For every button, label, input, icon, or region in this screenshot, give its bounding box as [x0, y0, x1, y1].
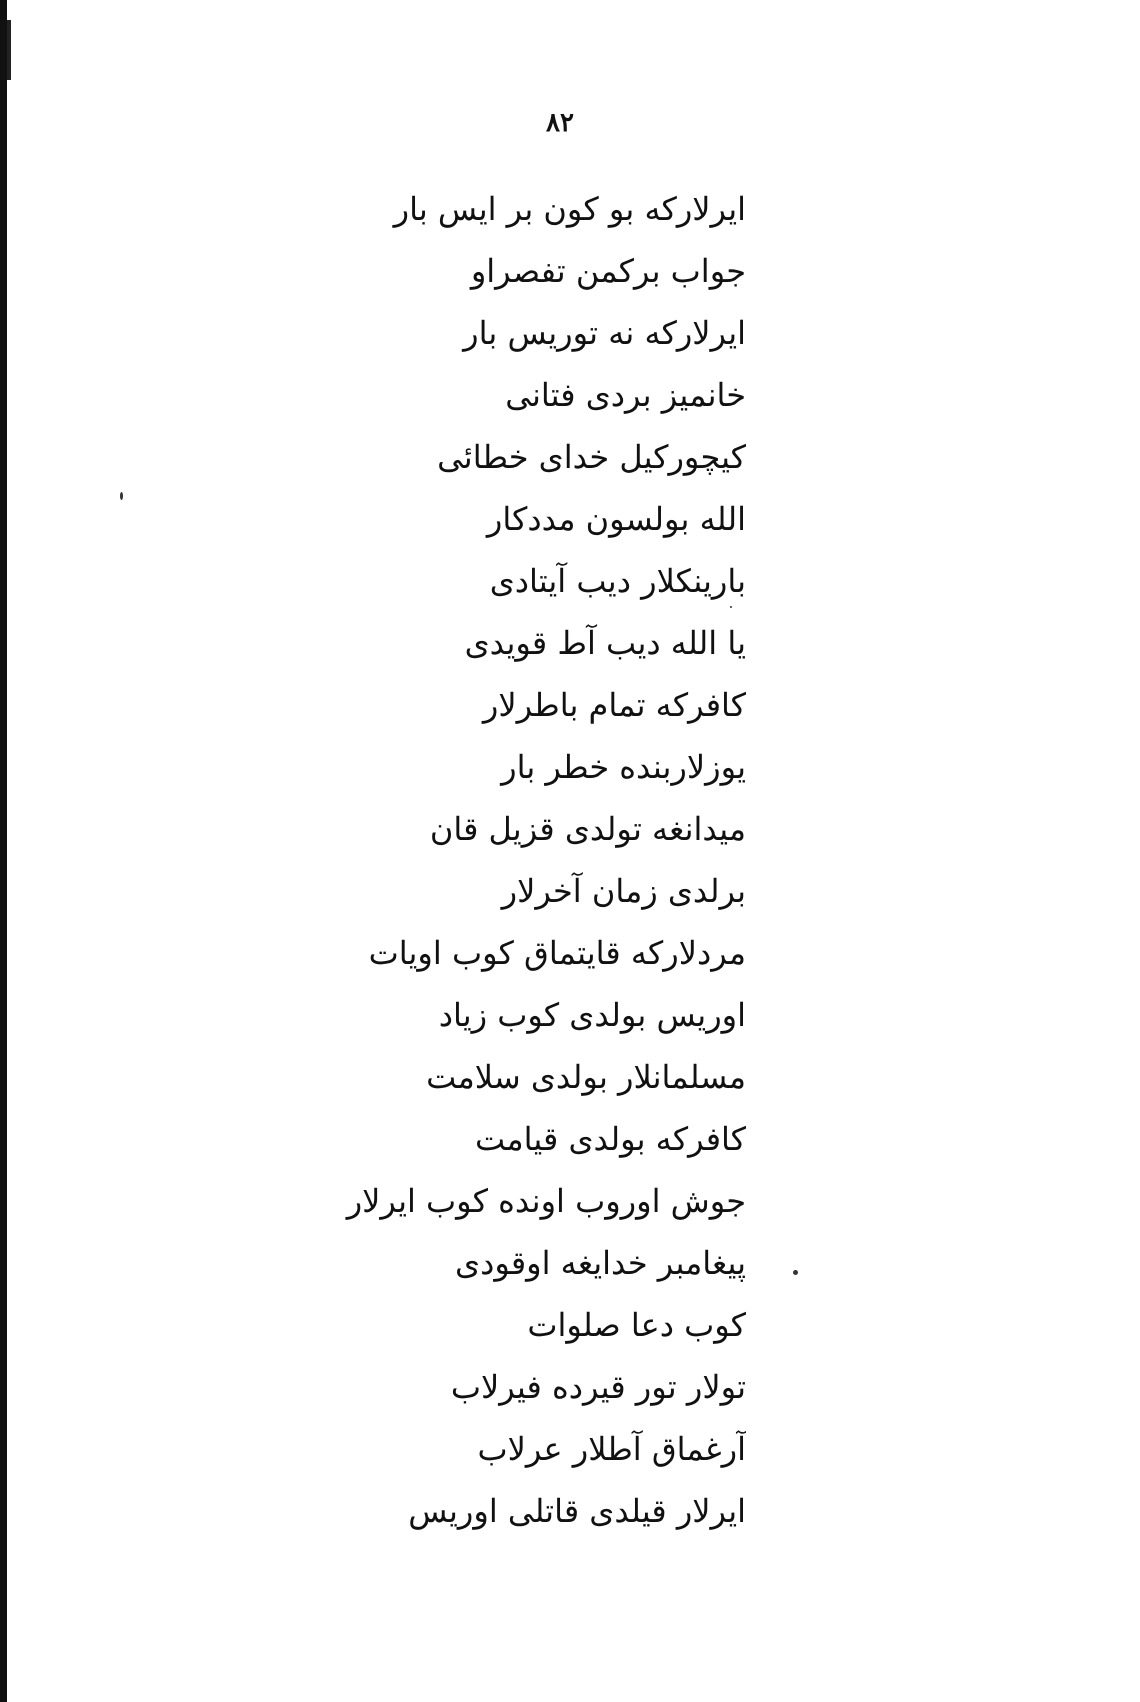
- poem-text: [316, 178, 746, 1542]
- verse-line: یا الله دیب آط قویدی: [464, 624, 746, 662]
- verse-line: جوش اوروب اونده کوب ایرلار: [346, 1182, 746, 1220]
- verse-line: کیچورکیل خدای خطائی: [437, 438, 746, 476]
- verse-line: کافرکه بولدی قیامت: [475, 1120, 746, 1158]
- verse-line: کوب دعا صلوات: [527, 1306, 746, 1344]
- verse-line: بارینکلار دیب آیتادی: [489, 562, 746, 600]
- scan-speck: [793, 1270, 798, 1275]
- verse-line: آرغماق آطلار عرلاب: [477, 1430, 746, 1468]
- page-number: ۸۲: [546, 108, 574, 138]
- verse-line: میدانغه تولدی قزیل قان: [429, 810, 746, 848]
- verse-line: خانمیز بردی فتانی: [505, 376, 746, 414]
- verse-line: پیغامبر خدایغه اوقودی: [455, 1244, 746, 1282]
- verse-line: یوزلاربنده خطر بار: [501, 748, 746, 786]
- scan-edge-mark: [7, 20, 11, 80]
- verse-line: ایرلارکه بو کون بر ایس بار: [393, 190, 746, 228]
- verse-line: تولار تور قیرده فیرلاب: [450, 1368, 746, 1406]
- verse-line: ایرلار قیلدی قاتلی اوریس: [408, 1492, 746, 1530]
- verse-line: کافرکه تمام باطرلار: [482, 686, 746, 724]
- verse-line: مسلمانلار بولدی سلامت: [426, 1058, 746, 1096]
- verse-line: اوریس بولدی کوب زیاد: [438, 996, 746, 1034]
- verse-line: ایرلارکه نه توریس بار: [463, 314, 746, 352]
- verse-line: مردلارکه قایتماق کوب اویات: [368, 934, 746, 972]
- verse-line: الله بولسون مددکار: [486, 500, 746, 538]
- scan-left-edge: [0, 0, 7, 1702]
- scan-speck: [120, 492, 123, 500]
- verse-line: جواب برکمن تفصراو: [470, 252, 746, 290]
- verse-line: برلدی زمان آخرلار: [501, 872, 746, 910]
- scan-speck: [730, 606, 732, 608]
